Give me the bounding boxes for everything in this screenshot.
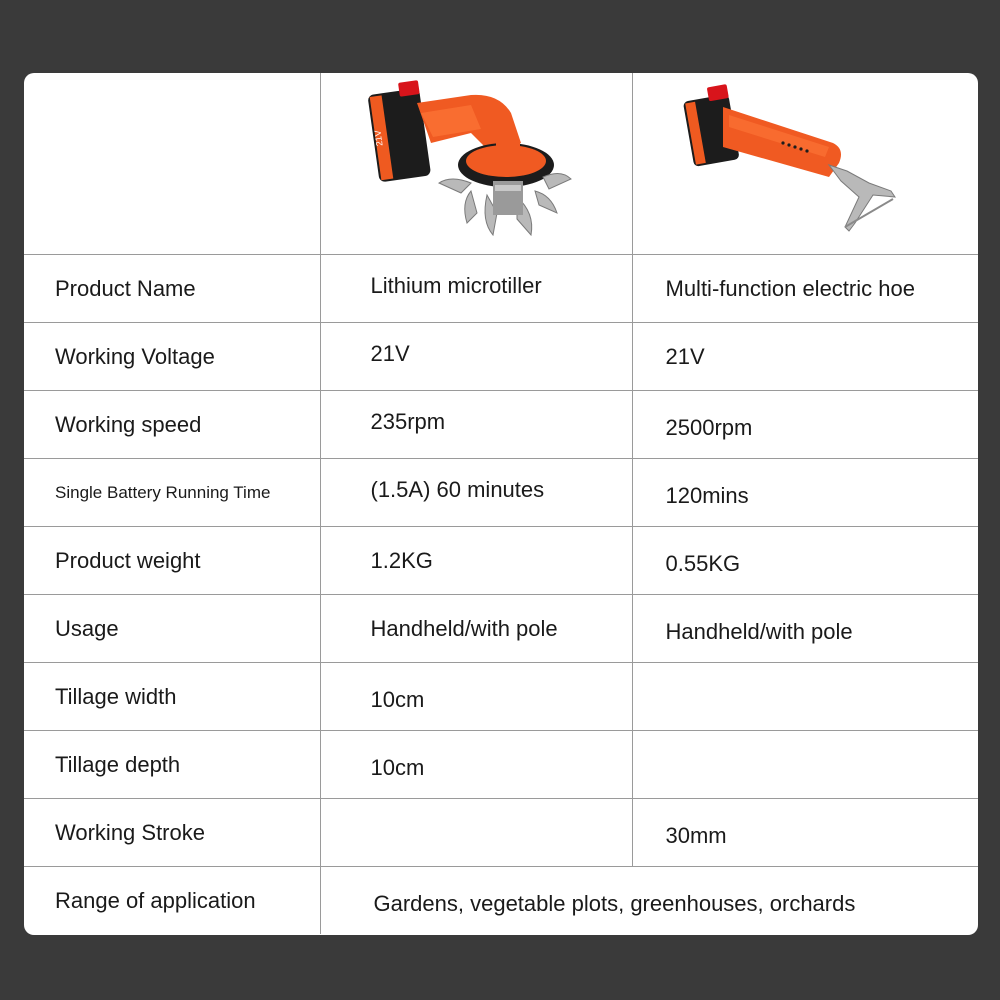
hoe-value: 0.55KG [665, 550, 741, 576]
product-image-row [24, 73, 978, 255]
merged-value: Gardens, vegetable plots, greenhouses, orchards [373, 890, 856, 916]
row-label: Product Name [24, 255, 320, 323]
spec-row-working-stroke [24, 799, 978, 867]
row-label: Working speed [24, 391, 320, 459]
spec-row-usage [24, 595, 978, 663]
spec-comparison-card [24, 73, 978, 935]
microtiller-value: 1.2KG [370, 547, 433, 573]
spec-row-product-weight [24, 527, 978, 595]
microtiller-value: 235rpm [370, 408, 446, 434]
row-label: Working Stroke [24, 799, 320, 867]
spec-row-tillage-width [24, 663, 978, 731]
microtiller-value: Handheld/with pole [370, 615, 558, 641]
hoe-value: 30mm [665, 822, 727, 848]
microtiller-value: 10cm [370, 686, 425, 712]
electric-microtiller-image [321, 73, 633, 254]
svg-text:21V: 21V [371, 129, 385, 147]
hoe-value: Handheld/with pole [665, 618, 853, 644]
row-label: Single Battery Running Time [24, 459, 320, 527]
row-label: Product weight [24, 527, 320, 595]
microtiller-value: 10cm [370, 754, 425, 780]
hoe-value: 120mins [665, 482, 749, 508]
microtiller-value: Lithium microtiller [370, 272, 542, 298]
hoe-value: Multi-function electric hoe [665, 275, 915, 301]
product-image-cell-microtiller [320, 73, 632, 255]
row-label: Usage [24, 595, 320, 663]
row-label: Tillage width [24, 663, 320, 731]
spec-row-battery-running-time [24, 459, 978, 527]
microtiller-value: (1.5A) 60 minutes [370, 476, 545, 502]
spec-row-working-voltage [24, 323, 978, 391]
spec-row-working-speed [24, 391, 978, 459]
hoe-value: 21V [665, 343, 705, 369]
hoe-value: 2500rpm [665, 414, 753, 440]
spec-table [24, 73, 978, 934]
electric-hoe-image [633, 73, 979, 254]
microtiller-value: 21V [370, 340, 410, 366]
row-label: Range of application [24, 867, 320, 935]
empty-corner-cell [24, 73, 320, 255]
spec-row-range-of-application [24, 867, 978, 935]
spec-row-tillage-depth [24, 731, 978, 799]
spec-row-product-name [24, 255, 978, 323]
row-label: Working Voltage [24, 323, 320, 391]
row-label: Tillage depth [24, 731, 320, 799]
product-image-cell-electric-hoe [632, 73, 978, 255]
